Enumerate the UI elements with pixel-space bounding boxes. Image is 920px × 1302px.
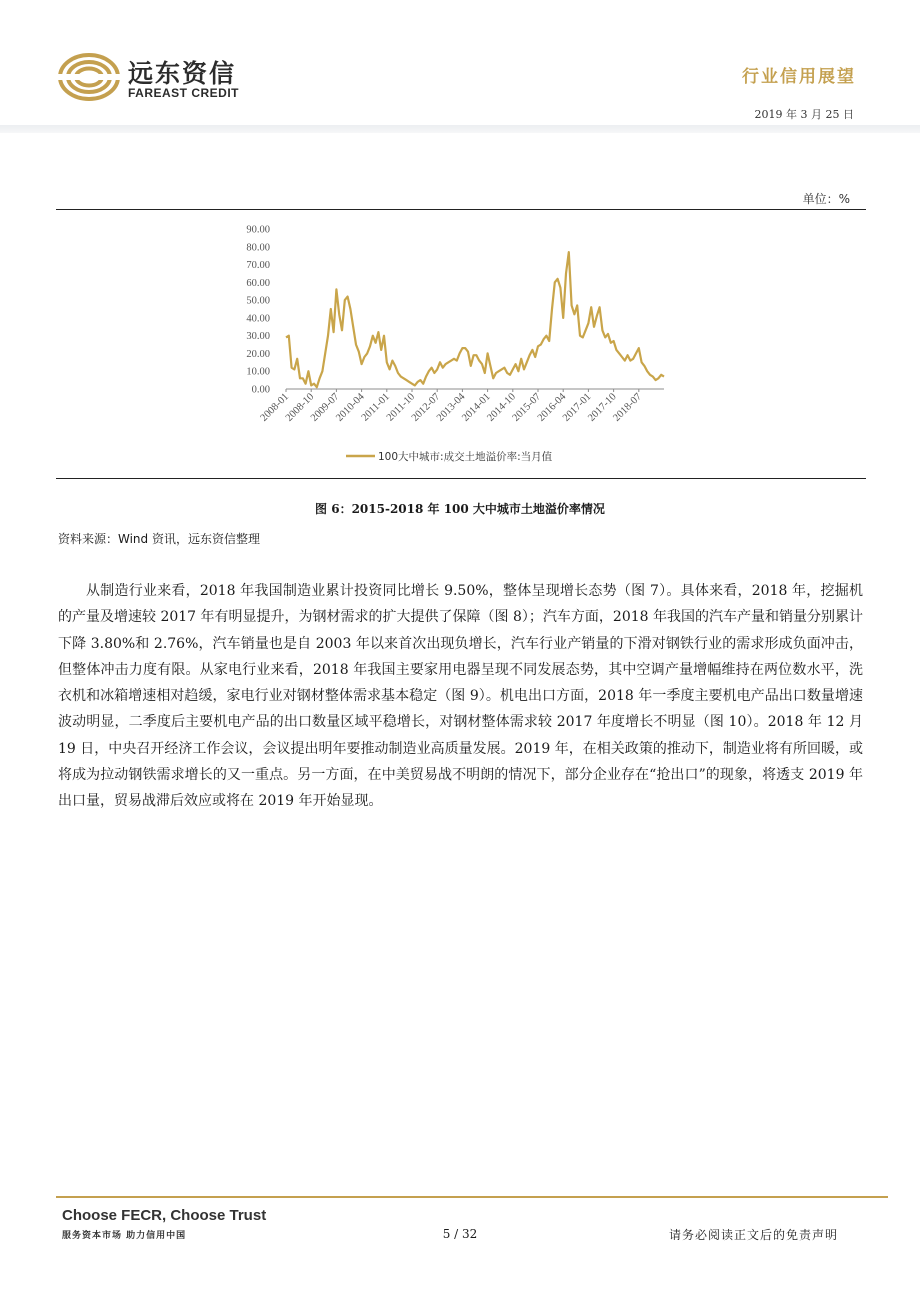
y-tick-label: 0.00 [251,384,270,396]
brand-name-en: FAREAST CREDIT [128,86,240,100]
x-tick-label: 2018-07 [611,391,644,424]
report-type: 行业信用展望 [742,67,856,87]
y-tick-label: 60.00 [246,277,270,289]
y-tick-label: 90.00 [246,224,270,236]
body-paragraph: 从制造行业来看，2018 年我国制造业累计投资同比增长 9.50%，整体呈现增长态势（图 7）。具体来看，2018 年，挖掘机的产量及增速较 2017 年有明显提升，为钢材需求的扩大提供了保障（图 8）；汽车方面，2018 年我国的汽车产量和销量分别累计下降 3.80%和 2.76%，汽车销量也是自 2003 年以来首次出现负增长，汽车行业产销量的下滑对钢铁行业的需求形成负面冲击，但整体冲击力度有限。从家电行业来看，2018 年我国主要家用电器呈现不同发展态势，其中空调产量增幅维持在两位数水平，洗衣机和冰箱增速相对趋缓，家电行业对钢材整体需求基本稳定（图 9）。机电出口方面，2018 年一季度主要机电产品出口数量增速波动明显，二季度后主要机电产品的出口数量区域平稳增长，对钢材整体需求较 2017 年度增长不明显（图 10）。2018 年 12 月 19 日，中央召开经济工作会议，会议提出明年要推动制造业高质量发展。2019 年，在相关政策的推动下，制造业将有所回暖，或将成为拉动钢铁需求增长的又一重点。另一方面，在中美贸易战不明朗的情况下，部分企业存在“抢出口”的现象，将透支 2019 年出口量，贸易战滞后效应或将在 2019 年开始显现。 [58,583,863,810]
y-tick-label: 40.00 [246,313,270,325]
chart-series [286,252,664,387]
x-tick-label: 2010-04 [334,391,367,424]
footer-slogan-en: Choose FECR, Choose Trust [62,1207,267,1224]
page-number: 5 / 32 [442,1227,478,1241]
legend-label: 100大中城市:成交土地溢价率:当月值 [378,451,553,463]
x-tick-label: 2012-07 [409,391,443,424]
x-tick-label: 2014-10 [485,391,518,424]
y-tick-label: 30.00 [246,331,270,343]
figure-caption: 图 6：2015-2018 年 100 大中城市土地溢价率情况 [315,502,605,516]
figure-bottom-rule [56,478,866,479]
chart-legend [346,450,553,463]
x-tick-label: 2011-10 [384,391,418,424]
page-header [0,0,920,135]
header-band [0,125,920,133]
footer-slogan-cn: 服务资本市场 助力信用中国 [62,1231,187,1241]
x-tick-label: 2017-10 [586,391,619,424]
x-tick-label: 2008-01 [258,391,292,424]
fareast-credit-logo-icon [58,52,120,102]
x-tick-label: 2014-01 [460,391,493,424]
y-tick-label: 80.00 [246,242,270,254]
x-tick-label: 2013-04 [434,391,468,424]
land-premium-rate-chart [56,210,866,478]
x-tick-label: 2016-04 [535,391,569,424]
x-tick-label: 2017-01 [560,391,594,424]
figure-source: 资料来源：Wind 资讯，远东资信整理 [58,532,260,546]
y-tick-label: 10.00 [246,366,270,378]
x-tick-label: 2008-10 [283,391,317,424]
footer-disclaimer: 请务必阅读正文后的免责声明 [668,1228,838,1242]
x-tick-label: 2009-07 [308,391,342,424]
report-date: 2019 年 3 月 25 日 [754,108,854,121]
brand-name-cn: 远东资信 [128,59,237,88]
series-line-land-premium-rate [286,252,664,387]
y-axis [246,225,270,396]
x-tick-label: 2015-07 [510,391,544,424]
y-tick-label: 70.00 [246,260,270,272]
y-tick-label: 50.00 [246,295,270,307]
y-tick-label: 20.00 [246,348,270,360]
chart-unit-label: 单位：% [802,192,850,206]
footer-rule [56,1196,888,1198]
x-tick-label: 2011-01 [359,391,392,424]
x-axis [259,389,664,424]
